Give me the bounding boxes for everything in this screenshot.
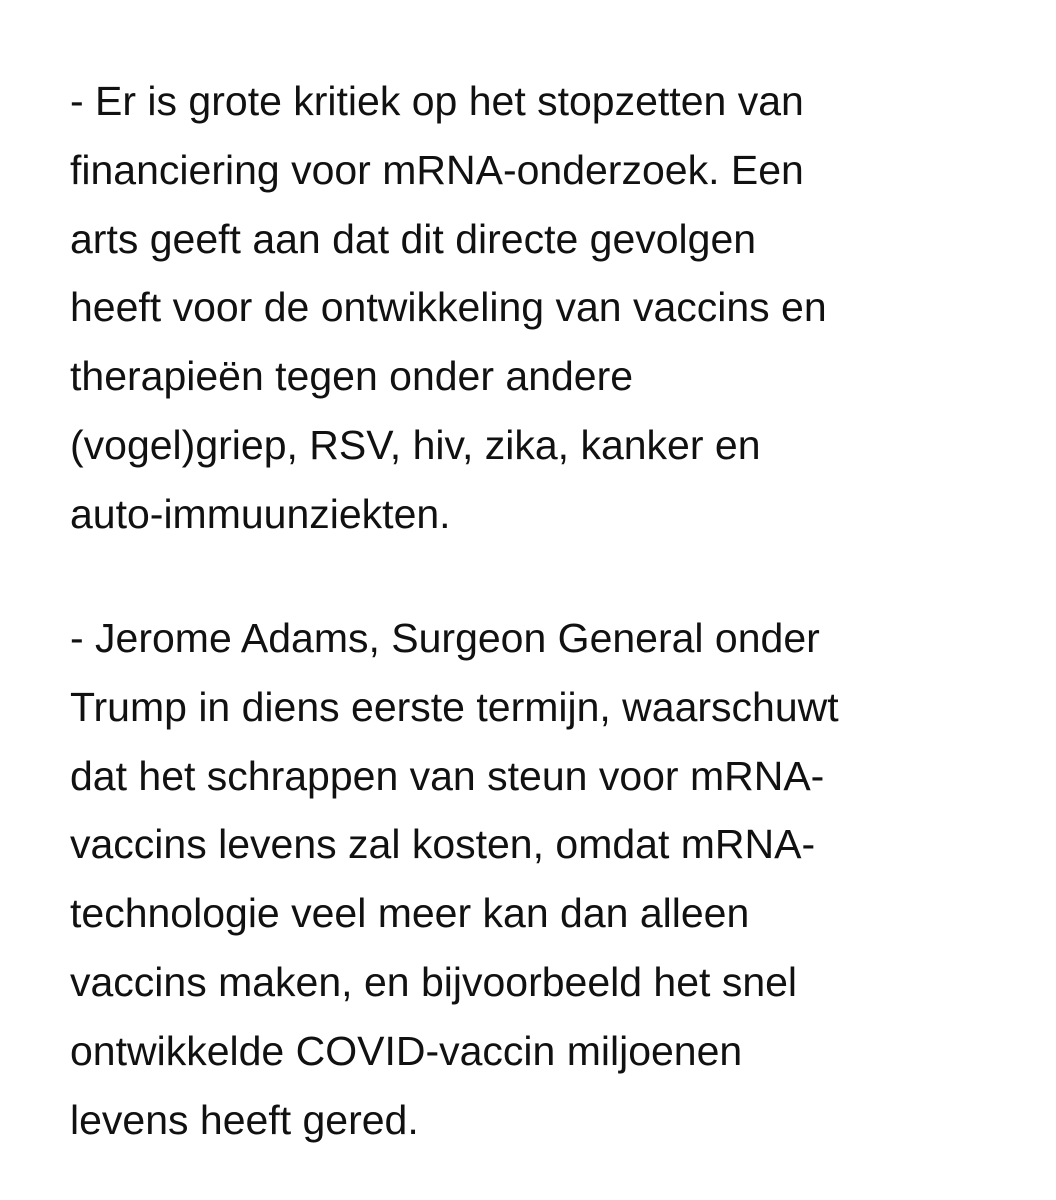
text-line: vaccins maken, en bijvoorbeeld het snel <box>70 958 798 1005</box>
text-line: arts geeft aan dat dit directe gevolgen <box>70 215 757 262</box>
paragraph-jerome-adams-warning <box>70 604 1030 1154</box>
text-line: therapieën tegen onder andere <box>70 353 634 400</box>
text-line: levens heeft gered. <box>70 1096 419 1143</box>
text-line: auto-immuunziekten. <box>70 490 451 537</box>
text-line: ontwikkelde COVID-vaccin miljoenen <box>70 1027 743 1074</box>
text-line: - Jerome Adams, Surgeon General onder <box>70 615 820 661</box>
text-line: technologie veel meer kan dan alleen <box>70 890 750 937</box>
text-line: vaccins levens zal kosten, omdat mRNA- <box>70 821 816 868</box>
text-line: (vogel)griep, RSV, hiv, zika, kanker en <box>70 421 761 468</box>
text-line: Trump in diens eerste termijn, waarschuwt <box>70 683 839 730</box>
text-line: financiering voor mRNA-onderzoek. Een <box>70 146 804 193</box>
text-line: dat het schrappen van steun voor mRNA- <box>70 752 825 799</box>
text-line: - Er is grote kritiek op het stopzetten van <box>70 78 804 124</box>
text-line: heeft voor de ontwikkeling van vaccins en <box>70 284 827 331</box>
paragraph-mrna-funding-criticism <box>70 67 1030 549</box>
